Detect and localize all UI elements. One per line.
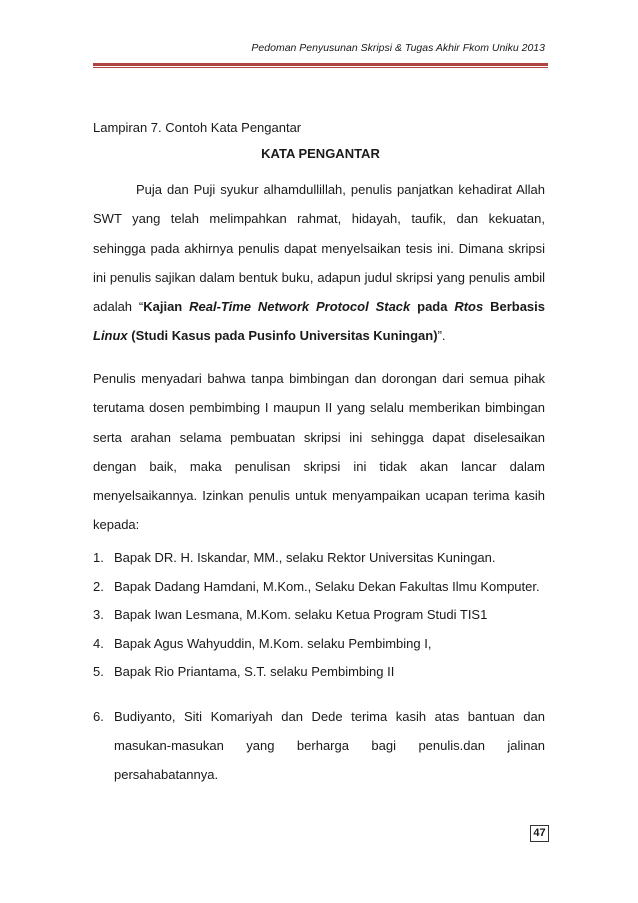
list-number: 3. (93, 607, 104, 622)
running-header: Pedoman Penyusunan Skripsi & Tugas Akhir Fkom Uniku 2013 (251, 42, 545, 54)
list-number: 6. (93, 708, 104, 724)
quote-open: “ (138, 299, 144, 315)
paragraph-intro (93, 175, 545, 351)
list-text: Bapak Dadang Hamdani, M.Kom., Selaku Dekan Fakultas Ilmu Komputer. (114, 578, 540, 594)
list-number: 1. (93, 550, 104, 565)
list-text: Bapak Iwan Lesmana, M.Kom. selaku Ketua Program Studi TIS1 (114, 607, 488, 622)
list-item (93, 549, 545, 578)
page-number: 47 (530, 825, 549, 842)
acknowledgement-list (93, 549, 545, 789)
list-text: Bapak Agus Wahyuddin, M.Kom. selaku Pembimbing I, (114, 635, 432, 651)
title-part-1: Kajian (143, 299, 183, 315)
appendix-caption: Lampiran 7. Contoh Kata Pengantar (93, 120, 302, 135)
list-item (93, 635, 545, 664)
list-text: Bapak Rio Priantama, S.T. selaku Pembimbing II (114, 664, 395, 679)
list-text: Budiyanto, Siti Komariyah dan Dede terima kasih atas bantuan dan masukan-masukan yang berharga bagi penulis.dan jalinan persahabatannya. (114, 708, 545, 783)
paragraph-thanks: Penulis menyadari bahwa tanpa bimbingan dan dorongan dari semua pihak terutama dosen pembimbing I maupun II yang selalu memberikan bimbingan serta arahan selama pembuatan skripsi ini sehingga dapat diselesaikan dengan baik, maka penulisan skripsi ini tidak akan lancar dalam menyelsaikannya. Izinkan penulis untuk menyampaikan ucapan terima kasih kepada: (93, 371, 545, 533)
title-part-4: Rtos (454, 299, 484, 315)
title-part-3: pada (417, 299, 448, 315)
list-number: 5. (93, 664, 104, 679)
quote-close: ”. (437, 328, 446, 344)
list-item (93, 578, 545, 607)
intro-text: Puja dan Puji syukur alhamdullillah, penulis panjatkan kehadirat Allah SWT yang telah melimpahkan rahmat, hidayah, taufik, dan kekuatan, sehingga pada akhirnya penulis dapat menyelsaikan tesis ini. Dimana skripsi ini penulis sajikan dalam bentuk buku, adapun judul skripsi yang penulis ambil adalah (93, 182, 545, 315)
list-item (93, 663, 545, 692)
list-number: 2. (93, 578, 104, 594)
section-heading: KATA PENGANTAR (261, 146, 380, 161)
header-rule-thin (93, 67, 548, 68)
list-item (93, 606, 545, 635)
title-part-2: Real-Time Network Protocol Stack (189, 299, 411, 315)
title-part-6: Linux (93, 328, 128, 344)
list-item (93, 702, 545, 790)
list-text: Bapak DR. H. Iskandar, MM., selaku Rektor Universitas Kuningan. (114, 550, 496, 565)
header-rule-thick (93, 63, 548, 66)
list-number: 4. (93, 635, 104, 651)
title-part-7: (Studi Kasus pada Pusinfo Universitas Kuningan) (131, 328, 438, 344)
title-part-5: Berbasis (490, 299, 545, 315)
